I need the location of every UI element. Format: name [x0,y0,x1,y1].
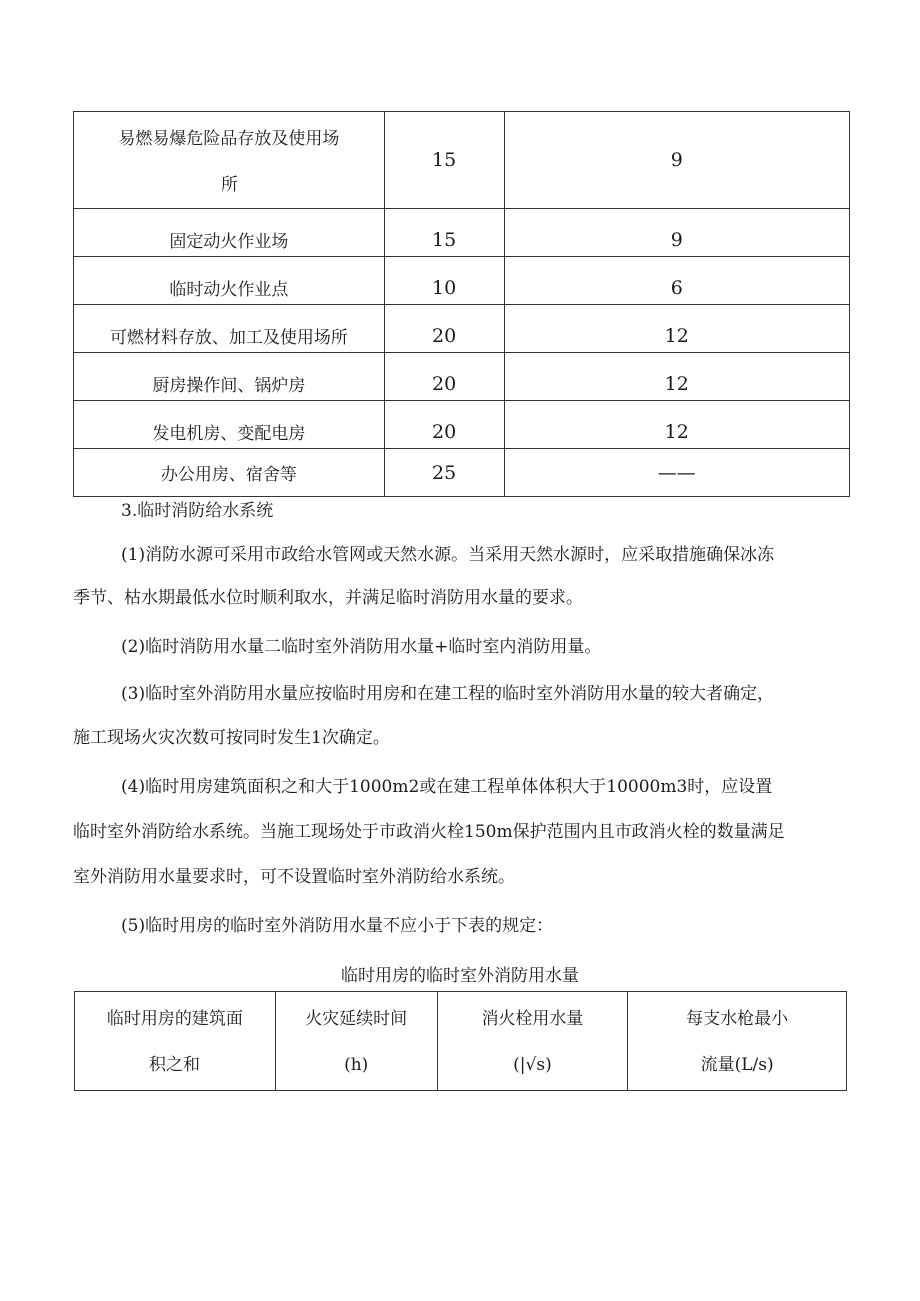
table-cell-value: 20 [384,305,504,353]
table-cell-place: 固定动火作业场 [74,209,385,257]
table-row [74,401,850,449]
table-cell-value: 20 [384,401,504,449]
header-line: 每支水枪最小 [686,1009,789,1029]
header-line: 流量(L/s) [700,1055,774,1075]
header-line: 消火栓用水量 [481,1009,584,1029]
paragraph-line: (3)临时室外消防用水量应按临时用房和在建工程的临时室外消防用水量的较大者确定， [121,684,775,704]
table-row [74,209,850,257]
table-cell-place [74,112,385,209]
table-row [74,449,850,497]
paragraph-3 [73,684,774,748]
table-cell-value: 12 [504,305,849,353]
table-cell-value: 10 [384,257,504,305]
header-line: (|√s) [513,1055,552,1075]
table-cell-place: 办公用房、宿舍等 [74,449,385,497]
table-row [74,305,850,353]
table-cell-value: 12 [504,353,849,401]
paragraph-line: (5)临时用房的临时室外消防用水量不应小于下表的规定： [121,916,554,936]
temporary-building-water-table [74,991,847,1091]
table-cell-value: 12 [504,401,849,449]
section-heading: 3.临时消防给水系统 [121,501,274,521]
header-line: (h) [344,1055,369,1075]
paragraph-line: 临时室外消防给水系统。当施工现场处于市政消火栓150m保护范围内且市政消火栓的数量满足 [73,822,785,842]
cell-line: 易燃易爆危险品存放及使用场 [118,129,340,149]
paragraph-line: (4)临时用房建筑面积之和大于1000m2或在建工程单体体积大于10000m3时，应设置 [121,777,773,797]
table-cell-value: 9 [504,112,849,209]
paragraph-line: 室外消防用水量要求时，可不设置临时室外消防给水系统。 [73,867,515,887]
table-row [74,112,850,209]
header-line: 火灾延续时间 [305,1009,408,1029]
cell-line: 所 [221,175,238,195]
table-cell-value: 15 [384,112,504,209]
table-cell-value: 25 [384,449,504,497]
table-cell-value: 9 [504,209,849,257]
table-cell-place: 临时动火作业点 [74,257,385,305]
table-header-cell [275,992,437,1091]
table-row [74,353,850,401]
paragraph-line: 施工现场火灾次数可按同时发生1次确定。 [73,728,390,748]
table-header-row [75,992,847,1091]
table-cell-value: 20 [384,353,504,401]
paragraph-2 [73,637,601,657]
table-cell-place: 可燃材料存放、加工及使用场所 [74,305,385,353]
table-header-cell [75,992,276,1091]
paragraph-1 [73,545,774,608]
paragraph-line: (1)消防水源可采用市政给水管网或天然水源。当采用天然水源时，应采取措施确保冰冻 [121,545,775,565]
table-cell-value: 15 [384,209,504,257]
table-cell-place: 厨房操作间、锅炉房 [74,353,385,401]
paragraph-line: 季节、枯水期最低水位时顺利取水，并满足临时消防用水量的要求。 [73,588,583,608]
table-cell-value: —— [504,449,849,497]
table-cell-place: 发电机房、变配电房 [74,401,385,449]
table-caption: 临时用房的临时室外消防用水量 [341,966,579,986]
paragraph-5 [73,916,553,936]
table-header-cell [628,992,847,1091]
table-cell-value: 6 [504,257,849,305]
fire-distance-table [73,111,850,497]
paragraph-line: (2)临时消防用水量二临时室外消防用水量+临时室内消防用量。 [121,637,602,657]
table-header-cell [437,992,628,1091]
header-line: 积之和 [149,1055,200,1075]
header-line: 临时用房的建筑面 [106,1009,243,1029]
paragraph-4 [73,777,785,887]
table-row [74,257,850,305]
